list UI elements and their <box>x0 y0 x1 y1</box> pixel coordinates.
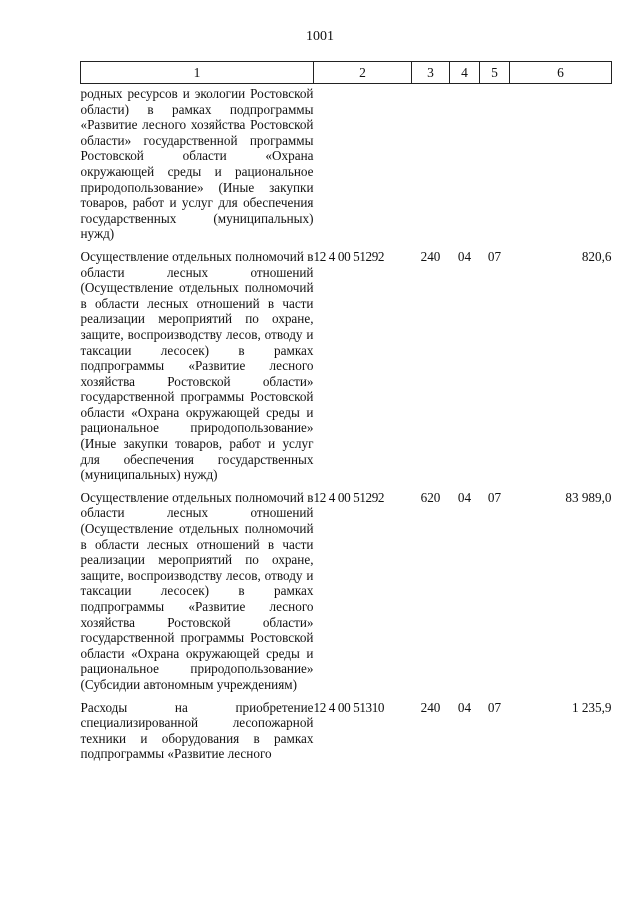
column-header-3: 3 <box>412 62 450 84</box>
row-target-code: 12 4 00 51292 <box>313 489 385 505</box>
table-row <box>81 84 612 242</box>
row-amount: 1 235,9 <box>571 699 612 715</box>
table-row <box>81 693 612 762</box>
page-number: 1001 <box>306 29 334 44</box>
budget-table <box>80 61 612 762</box>
row-target-code <box>314 84 412 242</box>
row-section <box>450 84 480 242</box>
row-subsection: 07 <box>487 489 502 505</box>
row-amount <box>510 84 612 242</box>
row-subsection: 07 <box>487 248 502 264</box>
row-amount: 83 989,0 <box>565 489 612 505</box>
row-expense-type: 240 <box>420 699 441 715</box>
row-target-code: 12 4 00 51292 <box>313 248 385 264</box>
row-description: родных ресурсов и экологии Ростовской области) в рамках подпрограммы «Развитие лесного хозяйства Ростовской области» государственной программы Ростовской области «Охрана окружающей среды и рациональное природопользование» (Иные закупки товаров, работ и услуг для обеспечения государственных (муниципальных) нужд) <box>80 86 314 242</box>
row-subsection <box>480 84 510 242</box>
row-section: 04 <box>457 248 472 264</box>
row-description: Расходы на приобретение специализированной лесопожарной техники и оборудования в рамках подпрограммы «Развитие лесного <box>80 699 314 762</box>
table-header-row <box>81 62 612 84</box>
column-header-2: 2 <box>314 62 412 84</box>
column-header-6: 6 <box>510 62 612 84</box>
row-section: 04 <box>457 489 472 505</box>
row-section: 04 <box>457 699 472 715</box>
row-expense-type: 620 <box>420 489 441 505</box>
table-row <box>81 483 612 693</box>
row-description: Осуществление отдельных полномочий в области лесных отношений (Осуществление отдельных полномочий в области лесных отношений в части реализации мероприятий по охране, защите, воспроизводству лесов, отводу и таксации лесосек) в рамках подпрограммы «Развитие лесного хозяйства Ростовской области» государственной программы Ростовской области «Охрана окружающей среды и рациональное природопользование» (Иные закупки товаров, работ и услуг для обеспечения государственных (муниципальных) нужд) <box>80 248 314 483</box>
row-target-code: 12 4 00 51310 <box>313 699 385 715</box>
row-description: Осуществление отдельных полномочий в области лесных отношений (Осуществление отдельных полномочий в области лесных отношений в части реализации мероприятий по охране, защите, воспроизводству лесов, отводу и таксации лесосек) в рамках подпрограммы «Развитие лесного хозяйства Ростовской области» государственной программы Ростовской области «Охрана окружающей среды и рациональное природопользование» (Субсидии автономным учреждениям) <box>80 489 314 692</box>
column-header-4: 4 <box>450 62 480 84</box>
row-subsection: 07 <box>487 699 502 715</box>
table-row <box>81 242 612 483</box>
row-expense-type <box>412 84 450 242</box>
row-amount: 820,6 <box>581 248 612 264</box>
column-header-5: 5 <box>480 62 510 84</box>
column-header-1: 1 <box>81 62 314 84</box>
row-expense-type: 240 <box>420 248 441 264</box>
